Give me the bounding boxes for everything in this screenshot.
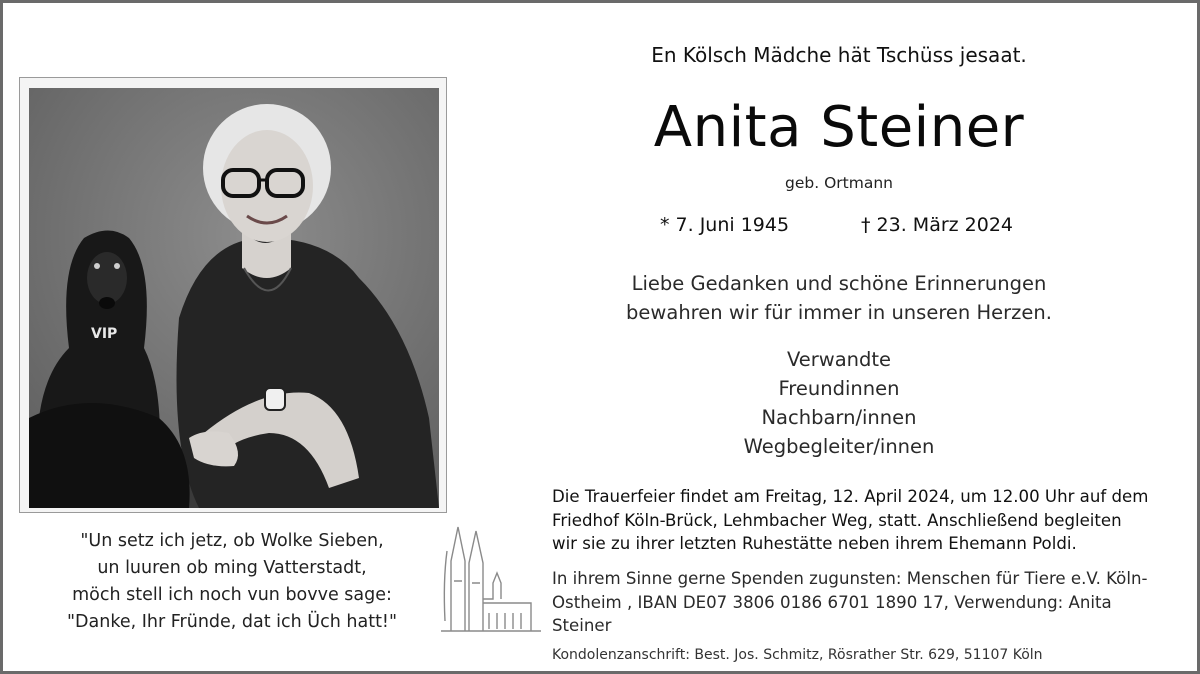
funeral-line: Die Trauerfeier findet am Freitag, 12. April 2024, um 12.00 Uhr auf dem [552,487,1149,506]
death-date: † 23. März 2024 [861,214,1014,236]
kolsch-quote [19,528,445,636]
memory-line: Liebe Gedanken und schöne Erinnerungen [631,272,1047,295]
funeral-line: wir sie zu ihrer letzten Ruhestätte neben ihrem Ehemann Poldi. [552,534,1077,553]
birth-date: * 7. Juni 1945 [660,214,790,236]
cathedral-icon [431,521,551,637]
funeral-line: Friedhof Köln-Brück, Lehmbacher Weg, statt. Anschließend begleiten [552,510,1122,530]
donation-line: Steiner [552,616,612,635]
mourner-item: Verwandte [786,348,892,371]
mourners-list [543,345,1135,461]
portrait-photo [29,88,439,508]
svg-text:VIP: VIP [91,326,118,342]
funeral-info [552,485,1192,556]
birth-name: geb. Ortmann [785,174,893,192]
memory-line: bewahren wir für immer in unseren Herzen. [626,301,1052,324]
mourner-item: Wegbegleiter/innen [743,435,935,458]
quote-line: "Un setz ich jetz, ob Wolke Sieben, [80,531,384,551]
donation-info [552,567,1192,638]
donation-line: Ostheim , IBAN DE07 3806 0186 6701 1890 17, Verwendung: Anita [552,592,1112,612]
mourner-item: Nachbarn/innen [761,406,917,429]
donation-line: In ihrem Sinne gerne Spenden zugunsten: Menschen für Tiere e.V. Köln- [552,569,1148,588]
motto: En Kölsch Mädche hät Tschüss jesaat. [651,43,1027,67]
mourner-item: Freundinnen [778,377,900,400]
condolence-address: Kondolenzanschrift: Best. Jos. Schmitz, Rösrather Str. 629, 51107 Köln [552,647,1043,663]
quote-line: un luuren ob ming Vatterstadt, [97,558,367,578]
memory-text [543,269,1135,327]
quote-line: möch stell ich noch vun bovve sage: [72,585,392,605]
portrait-illustration [29,88,439,508]
photo-frame [19,77,447,513]
deceased-name: Anita Steiner [653,95,1025,160]
quote-line: "Danke, Ihr Fründe, dat ich Üch hatt!" [66,612,397,632]
